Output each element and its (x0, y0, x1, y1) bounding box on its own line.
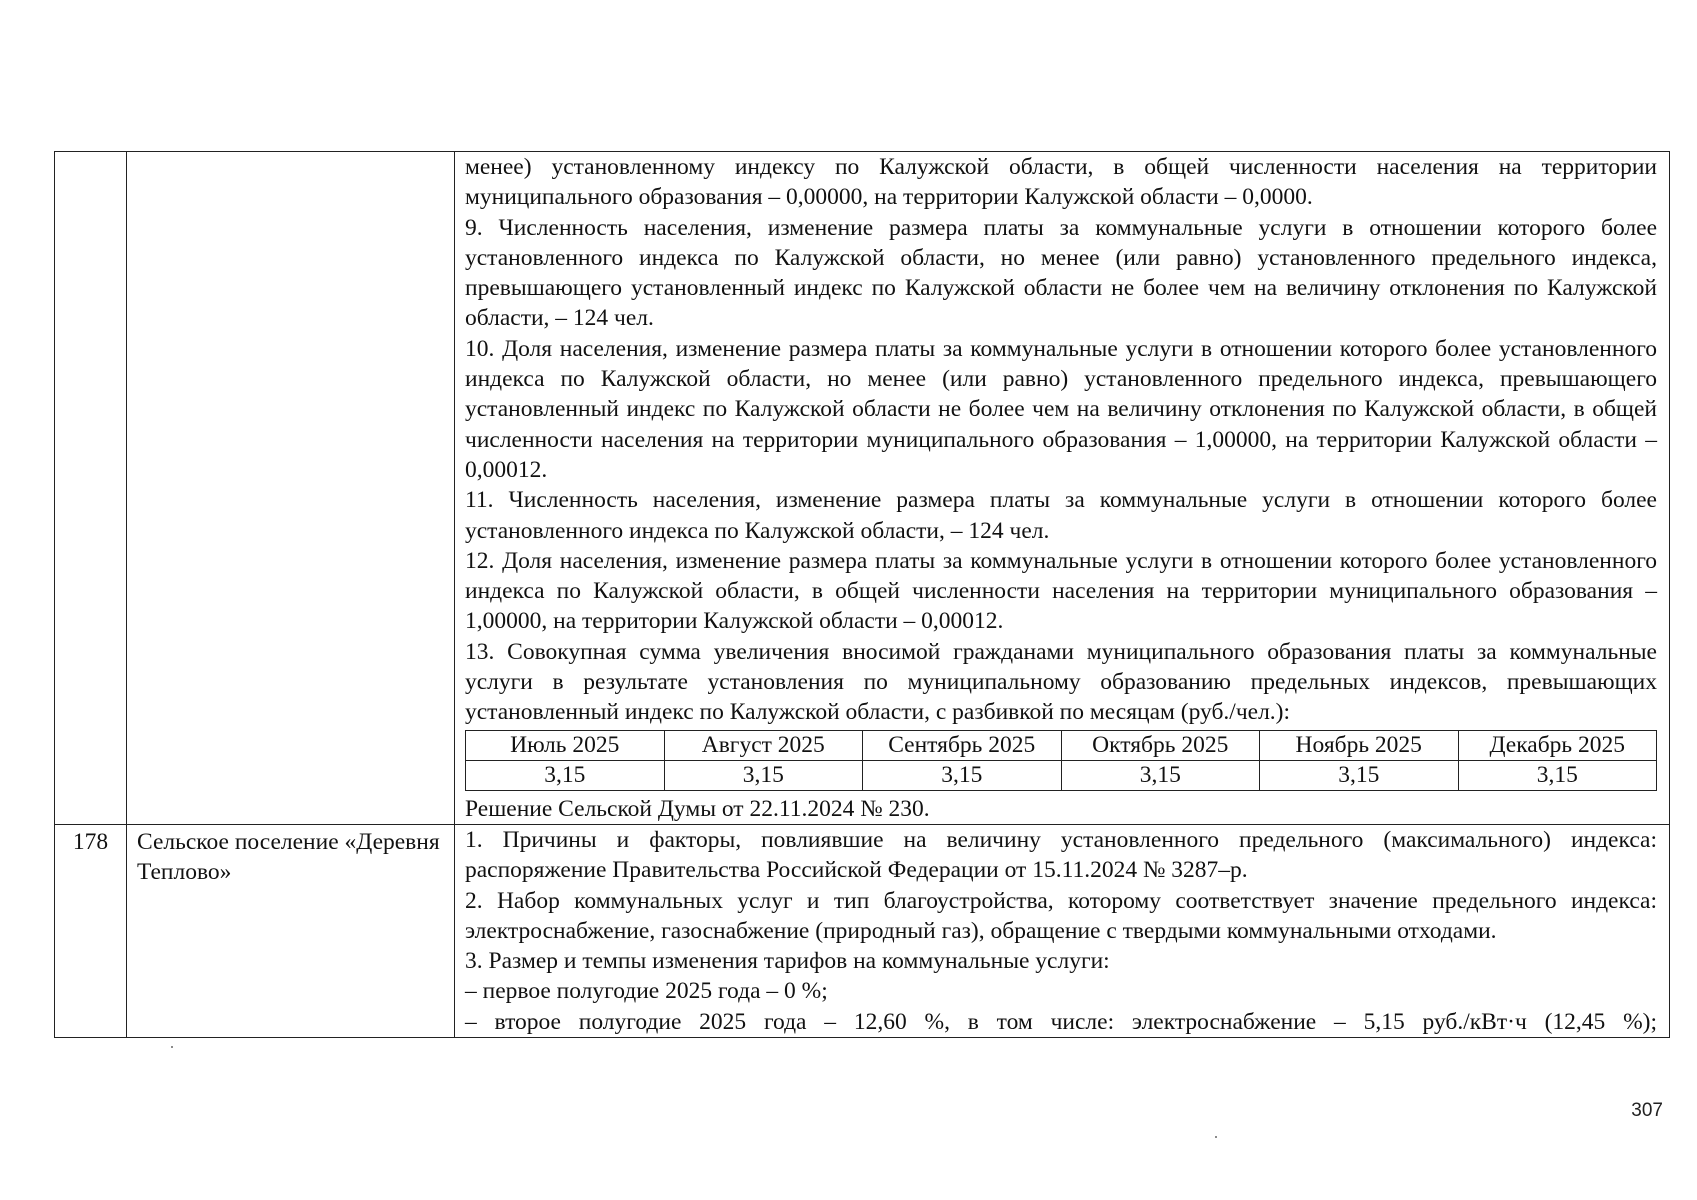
scan-speck (1215, 1136, 1217, 1138)
decision-text: Решение Сельской Думы от 22.11.2024 № 230. (465, 795, 930, 822)
month-value: 3,15 (1061, 760, 1260, 790)
row-content-cell (455, 824, 1670, 1037)
paragraph: 3. Размер и темпы изменения тарифов на коммунальные услуги: (465, 948, 1110, 975)
monthly-amounts-table (465, 730, 1657, 791)
month-header: Декабрь 2025 (1458, 730, 1657, 760)
table-row (55, 824, 1670, 1037)
row-name-cell (127, 152, 455, 825)
table-row (55, 152, 1670, 825)
month-header: Август 2025 (664, 730, 863, 760)
paragraph: 1. Причины и факторы, повлиявшие на величину установленного предельного (максимального) индекса: распоряжение Правительства Российской Федерации от 15.11.2024 № 3287–р. (465, 826, 1657, 884)
document-table (54, 151, 1670, 1038)
month-value: 3,15 (664, 760, 863, 790)
row-number-cell: 178 (55, 824, 127, 1037)
months-header-row (466, 730, 1657, 760)
month-header: Ноябрь 2025 (1260, 730, 1459, 760)
month-value: 3,15 (1458, 760, 1657, 790)
row-number-cell (55, 152, 127, 825)
month-value: 3,15 (1260, 760, 1459, 790)
month-header: Сентябрь 2025 (863, 730, 1062, 760)
scan-speck (171, 1046, 173, 1048)
month-header: Июль 2025 (466, 730, 665, 760)
row-content-cell (455, 152, 1670, 825)
month-value: 3,15 (863, 760, 1062, 790)
paragraph: – второе полугодие 2025 года – 12,60 %, в том числе: электроснабжение – 5,15 руб./кВт·ч (12,45 %); (465, 1008, 1657, 1035)
month-header: Октябрь 2025 (1061, 730, 1260, 760)
paragraph: 9. Численность населения, изменение размера платы за коммунальные услуги в отношении которого более установленного индекса по Калужской области, но менее (или равно) установленного предельного индекса, превышающего установленный индекс по Калужской области не более чем на величину отклонения по Калужской области, – 124 чел. (465, 214, 1657, 332)
paragraph: менее) установленному индексу по Калужской области, в общей численности населения на территории муниципального образования – 0,00000, на территории Калужской области – 0,0000. (465, 154, 1657, 211)
paragraph: 13. Совокупная сумма увеличения вносимой гражданами муниципального образования платы за коммунальные услуги в результате установления по муниципальному образованию предельных индексов, превышающих установленный индекс по Калужской области, с разбивкой по месяцам (руб./чел.): (465, 638, 1657, 726)
paragraph: – первое полугодие 2025 года – 0 %; (465, 978, 828, 1005)
page-number: 307 (1631, 1100, 1663, 1121)
paragraph: 10. Доля населения, изменение размера платы за коммунальные услуги в отношении которого более установленного индекса по Калужской области, но менее (или равно) установленного предельного индекса, превышающего установленный индекс по Калужской области не более чем на величину отклонения по Калужской области, в общей численности населения на территории муниципального образования – 1,00000, на территории Калужской области – 0,00012. (465, 335, 1657, 483)
row-name-cell: Сельское поселение «Деревня Теплово» (127, 824, 455, 1037)
months-values-row (466, 760, 1657, 790)
paragraph: 12. Доля населения, изменение размера платы за коммунальные услуги в отношении которого более установленного индекса по Калужской области, в общей численности населения на территории муниципального образования – 1,00000, на территории Калужской области – 0,00012. (465, 547, 1657, 635)
paragraph: 2. Набор коммунальных услуг и тип благоустройства, которому соответствует значение предельного индекса: электроснабжение, газоснабжение (природный газ), обращение с твердыми коммунальными отходами. (465, 887, 1657, 944)
month-value: 3,15 (466, 760, 665, 790)
paragraph: 11. Численность населения, изменение размера платы за коммунальные услуги в отношении которого более установленного индекса по Калужской области, – 124 чел. (465, 487, 1657, 544)
